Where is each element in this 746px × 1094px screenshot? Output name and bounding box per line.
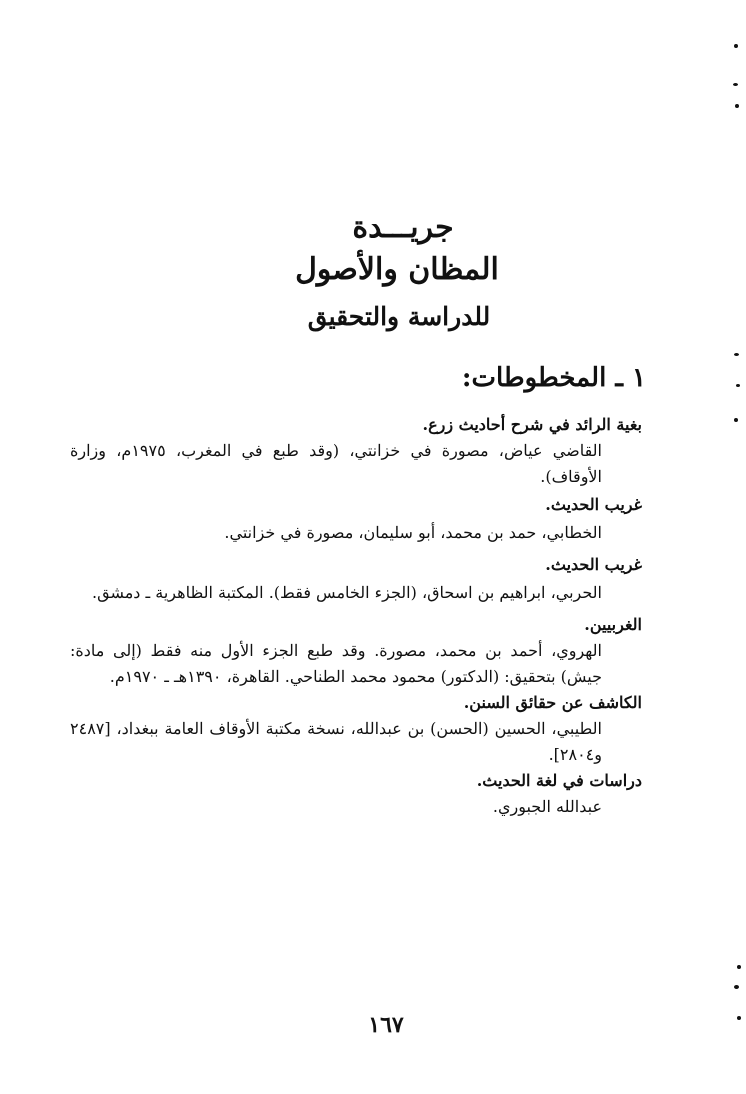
page-number: ١٦٧: [368, 1012, 404, 1038]
entry-title: دراسات في لغة الحديث.: [476, 771, 642, 790]
scan-speck: [734, 418, 738, 422]
scan-speck: [734, 353, 739, 356]
entry-description: الحربي، ابراهيم بن اسحاق، (الجزء الخامس فقط). المكتبة الظاهرية ـ دمشق.: [92, 583, 602, 602]
scan-speck: [737, 965, 741, 969]
scan-speck: [733, 83, 738, 86]
scan-speck: [736, 384, 740, 387]
scan-speck: [737, 1016, 741, 1020]
list-item: [70, 690, 642, 768]
entry-description: القاضي عياض، مصورة في خزانتي، (وقد طبع في المغرب، ١٩٧٥م، وزارة الأوقاف).: [70, 441, 602, 486]
list-item: [70, 768, 642, 820]
scan-speck: [734, 44, 738, 48]
entry-title: غريب الحديث.: [545, 555, 642, 574]
scan-speck: [735, 104, 739, 108]
heading-line-1: جريـــدة: [352, 210, 454, 245]
entry-description: عبدالله الجبوري.: [492, 797, 602, 816]
list-item: [70, 412, 642, 490]
entry-title: الغربيين.: [584, 615, 642, 634]
manuscript-list: [70, 412, 642, 820]
list-item: [70, 612, 642, 690]
section-title: ١ ـ المخطوطات:: [461, 363, 646, 393]
entry-title: بغية الرائد في شرح أحاديث زرع.: [422, 415, 642, 434]
entry-description: الهروي، أحمد بن محمد، مصورة. وقد طبع الجزء الأول منه فقط (إلى مادة: جيش) بتحقيق: (الدكتور) محمود محمد الطناحي. القاهرة، ١٣٩٠هـ ـ ١٩٧٠م.: [70, 641, 602, 686]
heading-line-3: للدراسة والتحقيق: [307, 302, 491, 331]
list-item: [70, 492, 642, 546]
entry-title: غريب الحديث.: [545, 495, 642, 514]
entry-description: الخطابي، حمد بن محمد، أبو سليمان، مصورة في خزانتي.: [224, 523, 602, 542]
entry-description: الطيبي، الحسين (الحسن) بن عبدالله، نسخة مكتبة الأوقاف العامة ببغداد، [٢٤٨٧ و٢٨٠٤].: [70, 719, 602, 764]
entry-title: الكاشف عن حقائق السنن.: [463, 693, 642, 712]
heading-line-2: المظان والأصول: [295, 252, 499, 287]
list-item: [70, 552, 642, 606]
scan-speck: [734, 985, 739, 989]
